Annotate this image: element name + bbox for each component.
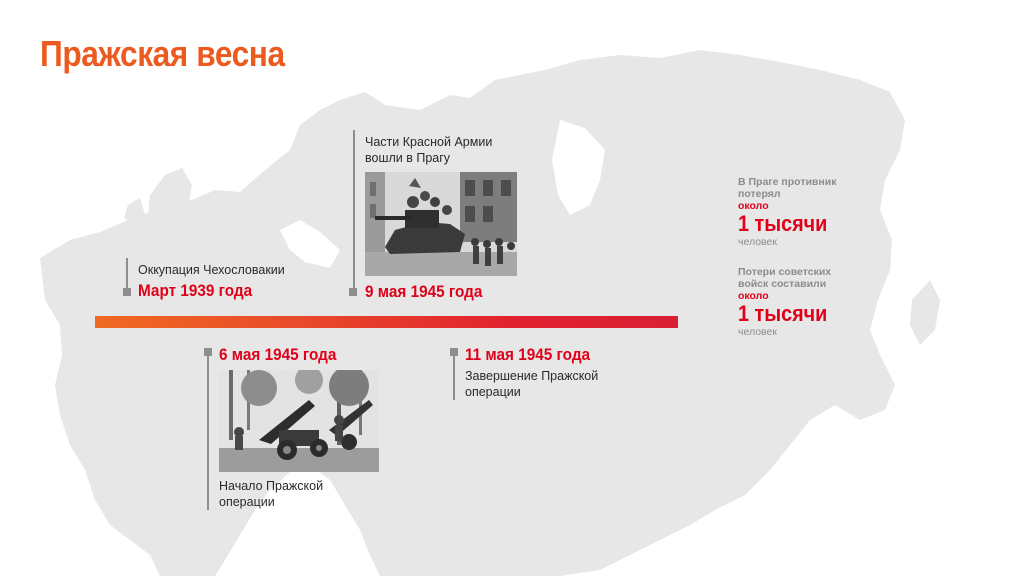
- stat-2: [738, 266, 858, 338]
- stat-2-value: 1 тысячи: [738, 301, 828, 326]
- event-1-description: Оккупация Чехословакии: [138, 263, 285, 277]
- tank-photo: [365, 172, 517, 276]
- stat-2-label: Потери советских войск составили: [738, 266, 832, 290]
- page-title: Пражская весна: [40, 33, 285, 74]
- event-3-description: Части Красной Армии вошли в Прагу: [365, 135, 493, 165]
- event-3-date: 9 мая 1945 года: [365, 282, 483, 301]
- event-3-connector: [353, 130, 355, 292]
- event-4-date: 11 мая 1945 года: [465, 345, 591, 364]
- event-2-date: 6 мая 1945 года: [219, 345, 337, 364]
- timeline-bar: [95, 316, 678, 328]
- stat-1-value: 1 тысячи: [738, 211, 828, 236]
- event-1-date: Март 1939 года: [138, 281, 253, 300]
- event-4-description: Завершение Пражской операции: [465, 369, 599, 399]
- event-4-connector: [453, 350, 455, 400]
- event-1-connector: [126, 258, 128, 292]
- event-2-connector: [207, 350, 209, 510]
- stat-1-qualifier: около: [738, 200, 769, 212]
- event-3-marker: [349, 288, 357, 296]
- stat-1-label: В Праге противник потерял: [738, 176, 837, 200]
- stat-1-unit: человек: [738, 236, 777, 248]
- event-2-description: Начало Пражской операции: [219, 479, 324, 509]
- event-1-marker: [123, 288, 131, 296]
- stat-2-unit: человек: [738, 326, 777, 338]
- artillery-photo: [219, 370, 379, 472]
- stat-2-qualifier: около: [738, 290, 769, 302]
- stat-1: [738, 176, 858, 248]
